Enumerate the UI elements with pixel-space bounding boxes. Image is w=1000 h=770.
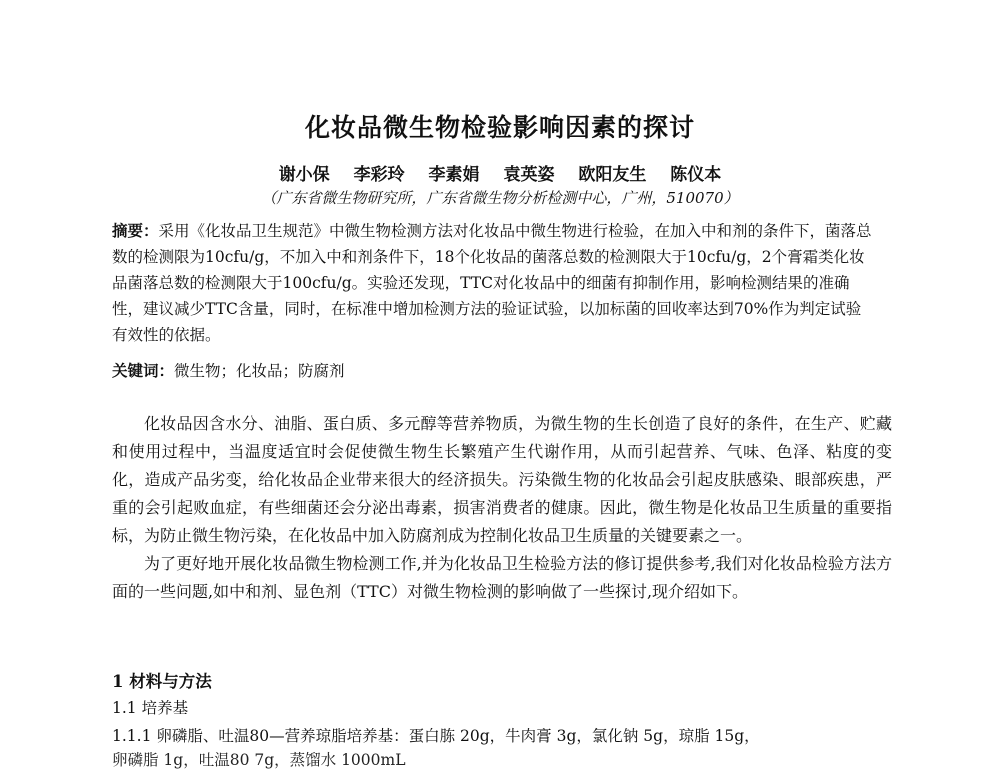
author: 李素娟 bbox=[428, 165, 480, 185]
author: 袁英姿 bbox=[503, 165, 555, 185]
affiliation: （广东省微生物研究所，广东省微生物分析检测中心，广州，510070） bbox=[261, 189, 739, 207]
keywords-text: 微生物；化妆品；防腐剂 bbox=[174, 362, 345, 380]
intro-paragraph-1: 化妆品因含水分、油脂、蛋白质、多元醇等营养物质，为微生物的生长创造了良好的条件，在生产、贮藏和使用过程中，当温度适宜时会促使微生物生长繁殖产生代谢作用，从而引起营养、气味、色泽、粘度的变化，造成产品劣变，给化妆品企业带来很大的经济损失。污染微生物的化妆品会引起皮肤感染、眼部疾患，严重的会引起败血症，有些细菌还会分泌出毒素，损害消费者的健康。因此，微生物是化妆品卫生质量的重要指标，为防止微生物污染，在化妆品中加入防腐剂成为控制化妆品卫生质量的关键要素之一。 bbox=[112, 414, 892, 545]
subsubsection-text: 1.1.1 卵磷脂、吐温80—营养琼脂培养基：蛋白胨 20g，牛肉膏 3g，氯化钠 5g，琼脂 15g， bbox=[112, 727, 760, 745]
keywords-label: 关键词： bbox=[112, 361, 175, 380]
section-heading: 1 材料与方法 bbox=[112, 672, 212, 691]
cut-off-line: 卵磷脂 1g，吐温80 7g，蒸馏水 1000mL bbox=[112, 751, 406, 769]
author: 谢小保 bbox=[278, 165, 330, 185]
abstract-label: 摘要： bbox=[112, 221, 159, 240]
abstract-text: 采用《化妆品卫生规范》中微生物检测方法对化妆品中微生物进行检验，在加入中和剂的条件下，菌落总数的检测限为10cfu/g，不加入中和剂条件下，18个化妆品的菌落总数的检测限大于10cfu/g，2个膏霜类化妆品菌落总数的检测限大于100cfu/g。实验还发现，TTC对化妆品中的细菌有抑制作用，影响检测结果的准确性，建议减少TTC含量，同时，在标准中增加检测方法的验证试验，以加标菌的回收率达到70%作为判定试验有效性的依据。 bbox=[112, 222, 872, 344]
keywords bbox=[112, 358, 874, 384]
abstract bbox=[112, 218, 874, 348]
author: 欧阳友生 bbox=[578, 165, 647, 185]
author: 陈仪本 bbox=[670, 165, 722, 185]
author-list bbox=[0, 160, 1000, 185]
subsection-heading: 1.1 培养基 bbox=[112, 699, 189, 717]
introduction bbox=[112, 410, 892, 606]
paper-title: 化妆品微生物检验影响因素的探讨 bbox=[304, 113, 695, 142]
intro-paragraph-2: 为了更好地开展化妆品微生物检测工作,并为化妆品卫生检验方法的修订提供参考,我们对化妆品检验方法方面的一些问题,如中和剂、显色剂（TTC）对微生物检测的影响做了一些探讨,现介绍如下。 bbox=[112, 554, 892, 601]
author: 李彩玲 bbox=[353, 165, 405, 185]
